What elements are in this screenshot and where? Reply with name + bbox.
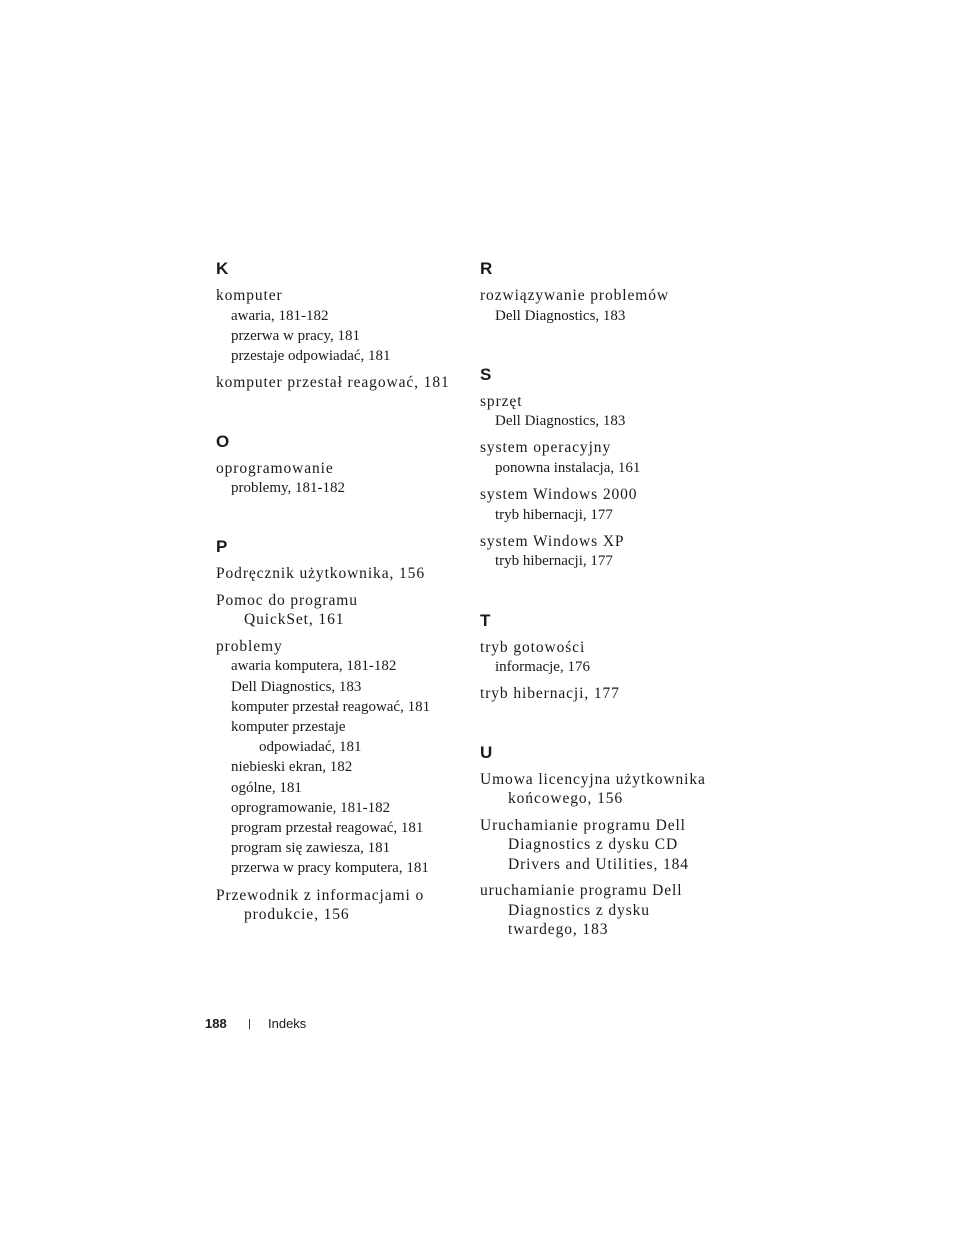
index-term: oprogramowanie — [216, 459, 334, 477]
index-subentry: Dell Diagnostics, 183 — [231, 678, 362, 695]
footer-title: Indeks — [268, 1016, 307, 1031]
index-subentry: program się zawiesza, 181 — [231, 840, 391, 857]
index-entry — [216, 459, 466, 499]
index-subentry: program przestał reagować, 181 — [231, 819, 424, 836]
index-entry — [480, 532, 730, 572]
index-entry — [480, 438, 730, 478]
index-term: system Windows 2000 — [480, 486, 638, 504]
index-term-continuation: Drivers and Utilities, 184 — [508, 855, 689, 873]
index-subentry: informacje, 176 — [495, 659, 590, 676]
index-subentry: awaria, 181-182 — [231, 307, 329, 324]
index-section — [480, 608, 730, 704]
index-entry — [480, 684, 730, 704]
index-term: Pomoc do programu — [216, 591, 358, 609]
index-entry — [480, 770, 730, 809]
index-term: rozwiązywanie problemów — [480, 287, 669, 304]
index-entry — [480, 881, 730, 940]
index-term-continuation: Diagnostics z dysku — [508, 901, 650, 919]
index-entry — [480, 286, 730, 326]
index-subentry: komputer przestaje — [231, 718, 346, 735]
index-entry — [216, 637, 466, 879]
page-number: 188 — [205, 1016, 227, 1031]
index-term: Przewodnik z informacjami o — [216, 886, 425, 904]
index-section — [480, 740, 730, 940]
index-entry — [480, 392, 730, 432]
index-section — [216, 256, 466, 393]
index-term: Umowa licencyjna użytkownika — [480, 770, 706, 788]
index-section — [216, 534, 466, 924]
index-subentry: awaria komputera, 181-182 — [231, 658, 397, 675]
index-subentry: tryb hibernacji, 177 — [495, 553, 613, 570]
index-entry — [480, 816, 730, 875]
index-entry — [216, 564, 466, 584]
index-section — [216, 429, 466, 499]
section-letter: U — [480, 742, 493, 762]
index-term: komputer — [216, 287, 283, 304]
index-term: komputer przestał reagować, 181 — [216, 374, 450, 392]
index-subentry: oprogramowanie, 181-182 — [231, 799, 391, 816]
section-letter: R — [480, 259, 493, 278]
index-term-continuation: końcowego, 156 — [508, 790, 624, 808]
index-term: Podręcznik użytkownika, 156 — [216, 565, 425, 583]
index-subentry: niebieski ekran, 182 — [231, 759, 353, 776]
index-subentry: przerwa w pracy komputera, 181 — [231, 860, 429, 877]
section-letter: S — [480, 364, 492, 384]
index-term: system operacyjny — [480, 439, 612, 457]
section-letter: T — [480, 610, 491, 630]
index-subentry: ponowna instalacja, 161 — [495, 459, 641, 476]
index-entry — [216, 591, 466, 630]
index-section — [480, 362, 730, 572]
index-term: tryb gotowości — [480, 638, 586, 656]
index-subentry: komputer przestał reagować, 181 — [231, 698, 431, 715]
index-term: uruchamianie programu Dell — [480, 882, 683, 900]
index-subentry: przestaje odpowiadać, 181 — [231, 347, 391, 364]
footer-separator: | — [248, 1018, 251, 1030]
index-section — [480, 256, 730, 326]
index-term-continuation: QuickSet, 161 — [244, 611, 345, 629]
section-letter: P — [216, 537, 228, 557]
index-subentry: Dell Diagnostics, 183 — [495, 413, 626, 430]
section-letter: O — [216, 431, 230, 451]
index-term: system Windows XP — [480, 532, 625, 550]
index-term: problemy — [216, 637, 283, 655]
index-term: tryb hibernacji, 177 — [480, 685, 620, 703]
index-subentry: Dell Diagnostics, 183 — [495, 307, 626, 324]
index-column-right — [480, 256, 730, 976]
section-letter: K — [216, 259, 229, 278]
index-subentry: problemy, 181-182 — [231, 480, 346, 497]
index-term-continuation: Diagnostics z dysku CD — [508, 836, 679, 854]
index-term: sprzęt — [480, 392, 523, 410]
index-entry — [216, 373, 466, 393]
index-term-continuation: twardego, 183 — [508, 921, 609, 939]
index-entry — [216, 286, 466, 366]
index-subentry: tryb hibernacji, 177 — [495, 506, 613, 523]
index-entry — [216, 886, 466, 925]
index-term: Uruchamianie programu Dell — [480, 816, 686, 834]
index-subentry-continuation: odpowiadać, 181 — [259, 739, 362, 756]
index-subentry: ogólne, 181 — [231, 779, 302, 796]
index-term-continuation: produkcie, 156 — [244, 906, 350, 924]
index-entry — [480, 638, 730, 678]
index-entry — [480, 485, 730, 525]
index-subentry: przerwa w pracy, 181 — [231, 327, 360, 344]
index-column-left — [216, 256, 466, 961]
